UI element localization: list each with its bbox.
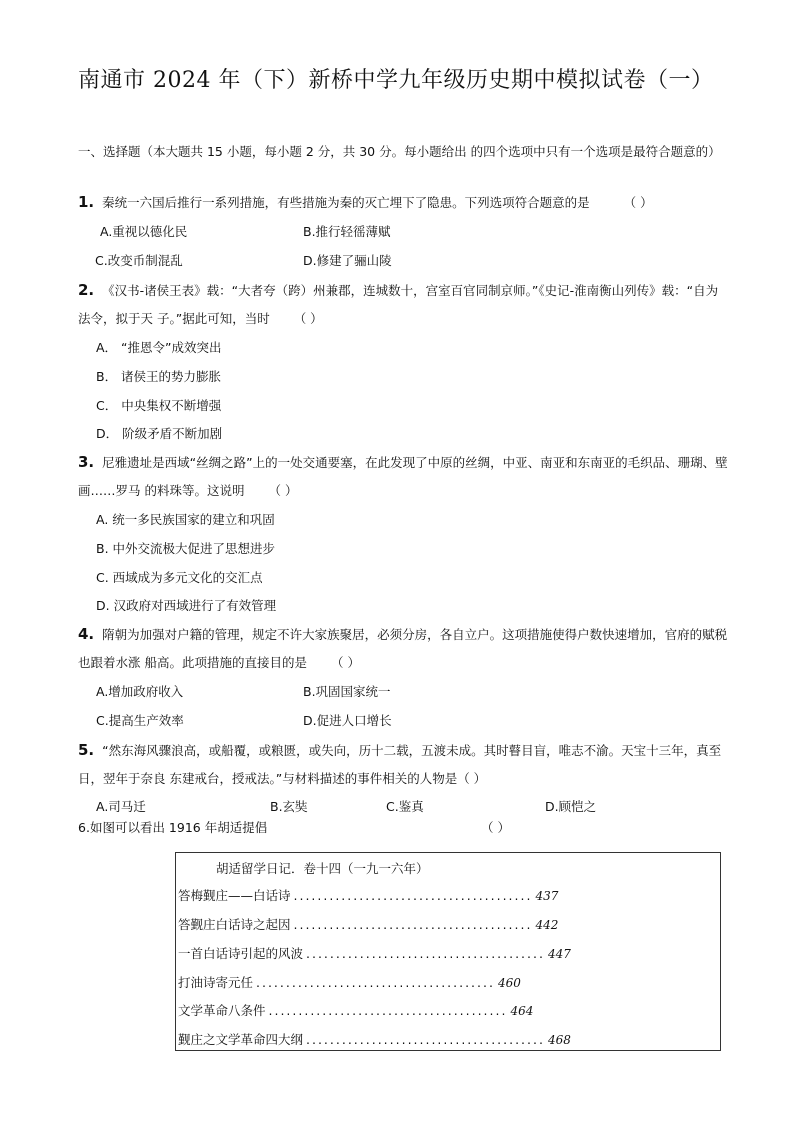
option-b: B.推行轻徭薄赋	[303, 224, 391, 239]
option-c: C.提高生产效率	[96, 713, 184, 728]
option-a: A. 统一多民族国家的建立和巩固	[96, 512, 275, 527]
toc-entry	[178, 944, 571, 964]
toc-entry-label: 答觐庄白话诗之起因	[178, 917, 291, 932]
option-a: A.增加政府收入	[96, 684, 184, 699]
option-d: D.顾恺之	[545, 799, 597, 814]
toc-entry	[178, 886, 559, 906]
toc-entry-page: 447	[547, 947, 571, 961]
question-number: 2.	[78, 281, 95, 299]
toc-entry-page: 460	[497, 976, 521, 990]
question-stem: 尼雅遗址是西域“丝绸之路”上的一处交通要塞，在此发现了中原的丝绸，中亚、南亚和东南亚的毛织品、珊瑚、壁画……罗马 的料珠等。这说明	[78, 455, 728, 498]
option-b: B.玄奘	[270, 799, 308, 814]
toc-leader-dots: ........................................	[268, 1003, 508, 1018]
question-stem: 秦统一六国后推行一系列措施，有些措施为秦的灭亡埋下了隐患。下列选项符合题意的是	[102, 195, 590, 210]
answer-paren: （ ）	[481, 820, 510, 835]
toc-entry-page: 468	[547, 1033, 571, 1047]
toc-leader-dots: ........................................	[293, 917, 533, 932]
toc-entry	[178, 1001, 534, 1021]
section-header: 一、选择题（本大题共 15 小题，每小题 2 分，共 30 分。每小题给出 的四个选项中只有一个选项是最符合题意的）	[78, 144, 721, 159]
option-c: C.改变币制混乱	[95, 253, 183, 268]
exam-title: 南通市 2024 年（下）新桥中学九年级历史期中模拟试卷（一）	[78, 68, 714, 93]
option-b: B． 诸侯王的势力膨胀	[96, 369, 222, 384]
answer-paren: （ ）	[623, 195, 653, 210]
question-stem: 如图可以看出 1916 年胡适提倡	[89, 820, 268, 835]
option-d: D． 阶级矛盾不断加剧	[96, 426, 223, 441]
option-d: D.修建了骊山陵	[303, 253, 392, 268]
question-stem: 《汉书-诸侯王表》载：“大者夸（跨）州兼郡，连城数十，宫室百官同制京师。”《史记-淮南衡山列传》载：“自为法令，拟于天 子。”据此可知，当时	[78, 283, 719, 326]
question-number: 1.	[78, 193, 95, 211]
toc-entry	[178, 915, 559, 935]
toc-entry-label: 文学革命八条件	[178, 1003, 266, 1018]
toc-entry-page: 437	[535, 889, 559, 903]
option-d: D.促进人口增长	[303, 713, 392, 728]
question-number: 3.	[78, 453, 95, 471]
question-6	[78, 818, 267, 838]
question-2	[78, 276, 728, 333]
question-number: 6.	[78, 820, 90, 835]
question-4	[78, 620, 728, 677]
toc-entry	[178, 973, 521, 993]
question-3	[78, 448, 728, 505]
toc-leader-dots: ........................................	[293, 888, 533, 903]
question-stem: “然东海风骤浪高，或船覆，或粮匮，或失向，历十二载，五渡未成。其时瞽目盲，唯志不渝。天宝十三年，真至日，翌年于奈良 东建戒台，授戒法。”与材料描述的事件相关的人物是	[78, 743, 722, 786]
answer-paren: （ ）	[457, 771, 487, 786]
question-number: 4.	[78, 625, 95, 643]
toc-entry-label: 答梅觐庄——白话诗	[178, 888, 291, 903]
question-5	[78, 736, 728, 793]
toc-leader-dots: ........................................	[256, 975, 495, 990]
option-c: C． 中央集权不断增强	[96, 398, 222, 413]
toc-entry-label: 打油诗寄元任	[178, 975, 254, 990]
option-a: A.重视以德化民	[100, 224, 188, 239]
toc-entry-label: 觐庄之文学革命四大纲	[178, 1032, 304, 1047]
toc-leader-dots: ........................................	[306, 946, 545, 961]
toc-entry-page: 442	[535, 918, 559, 932]
answer-paren: （ ）	[268, 483, 298, 498]
toc-entry-label: 一首白话诗引起的风波	[178, 946, 304, 961]
question-number: 5.	[78, 741, 95, 759]
question-stem: 隋朝为加强对户籍的管理，规定不许大家族聚居，必须分房，各自立户。这项措施使得户数快速增加，官府的赋税也跟着水涨 船高。此项措施的直接目的是	[78, 627, 728, 670]
diary-toc-figure	[175, 852, 721, 1051]
option-b: B. 中外交流极大促进了思想进步	[96, 541, 276, 556]
answer-paren: （ ）	[330, 655, 360, 670]
answer-paren: （ ）	[293, 311, 323, 326]
option-c: C. 西域成为多元文化的交汇点	[96, 570, 263, 585]
toc-entry	[178, 1030, 571, 1050]
question-1	[78, 188, 728, 217]
option-a: A． “推恩令”成效突出	[96, 340, 222, 355]
toc-leader-dots: ........................................	[306, 1032, 545, 1047]
option-c: C.鉴真	[386, 799, 424, 814]
toc-title: 胡适留学日记．卷十四（一九一六年）	[216, 861, 429, 876]
option-b: B.巩固国家统一	[303, 684, 391, 699]
option-a: A.司马迁	[96, 799, 146, 814]
option-d: D. 汉政府对西域进行了有效管理	[96, 598, 277, 613]
toc-entry-page: 464	[510, 1004, 534, 1018]
